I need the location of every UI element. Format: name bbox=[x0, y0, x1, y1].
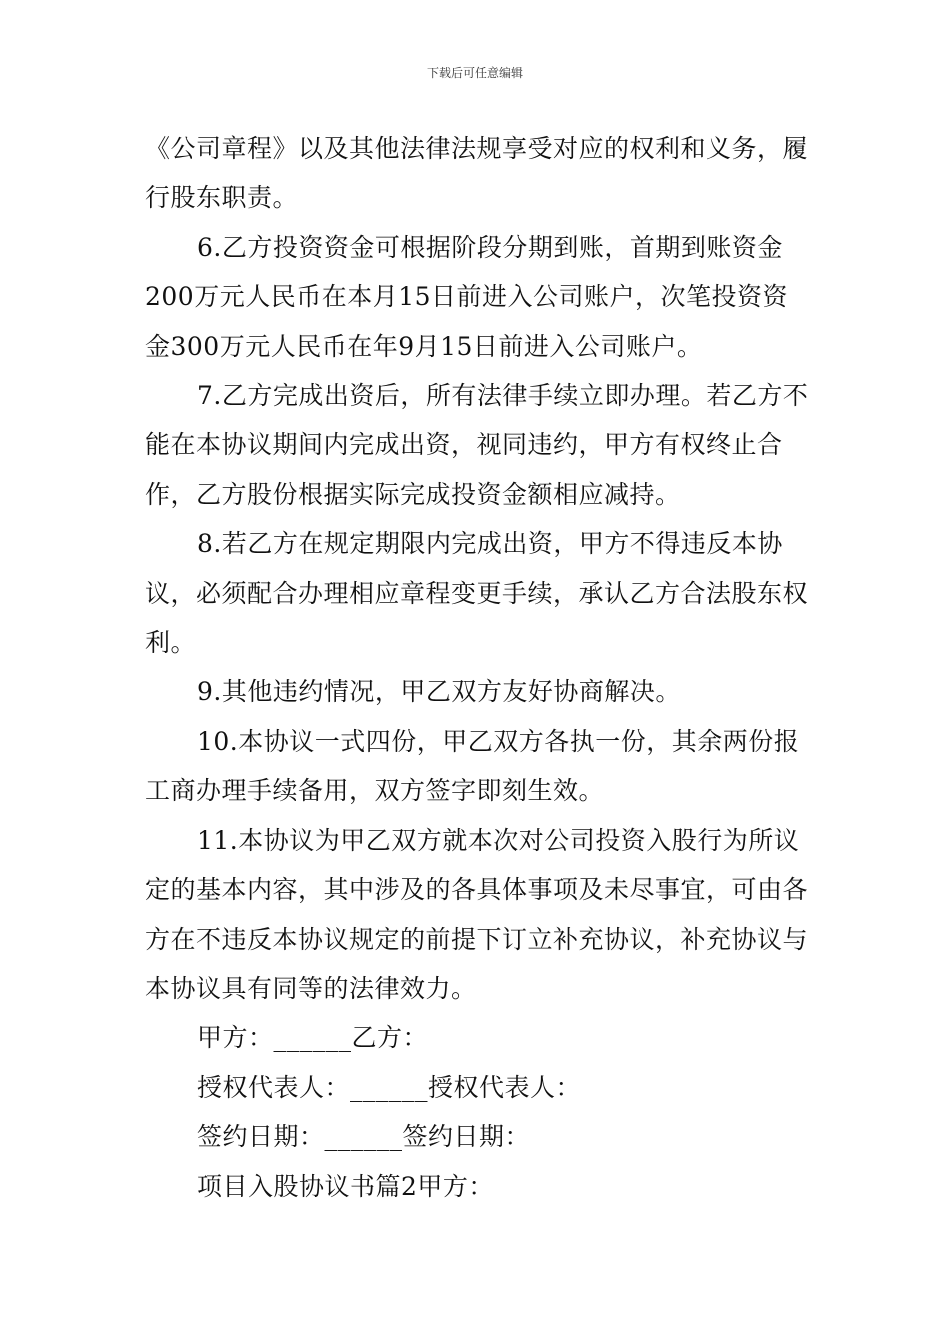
page-header: 下载后可任意编辑 bbox=[426, 66, 523, 80]
signature-date-line: 签约日期：______签约日期： bbox=[197, 1122, 531, 1152]
signature-representative-line: 授权代表人：______授权代表人： bbox=[197, 1072, 582, 1102]
paragraph-clause-6: 6.乙方投资资金可根据阶段分期到账，首期到账资金200万元人民币在本月15日前进入公司账户，次笔投资资金300万元人民币在年9月15日前进入公司账户。 bbox=[145, 232, 789, 361]
paragraph-clause-10: 10.本协议一式四份，甲乙双方各执一份，其余两份报工商办理手续备用，双方签字即刻生效。 bbox=[145, 726, 800, 806]
next-section-heading: 项目入股协议书篇2甲方： bbox=[197, 1171, 494, 1201]
document-body bbox=[145, 124, 810, 1211]
paragraph-rights-continued: 《公司章程》以及其他法律法规享受对应的权利和义务，履行股东职责。 bbox=[145, 134, 809, 213]
paragraph-clause-7: 7.乙方完成出资后，所有法律手续立即办理。若乙方不能在本协议期间内完成出资，视同违约，甲方有权终止合作，乙方股份根据实际完成投资金额相应减持。 bbox=[145, 381, 809, 509]
paragraph-clause-11: 11.本协议为甲乙双方就本次对公司投资入股行为所议定的基本内容，其中涉及的各具体事项及未尽事宜，可由各方在不违反本协议规定的前提下订立补充协议，补充协议与本协议具有同等的法律效力。 bbox=[145, 825, 809, 1003]
paragraph-clause-9: 9.其他违约情况，甲乙双方友好协商解决。 bbox=[197, 677, 681, 707]
paragraph-clause-8: 8.若乙方在规定期限内完成出资，甲方不得违反本协议，必须配合办理相应章程变更手续，承认乙方合法股东权利。 bbox=[145, 529, 809, 658]
signature-party-line: 甲方：______乙方： bbox=[197, 1023, 429, 1053]
